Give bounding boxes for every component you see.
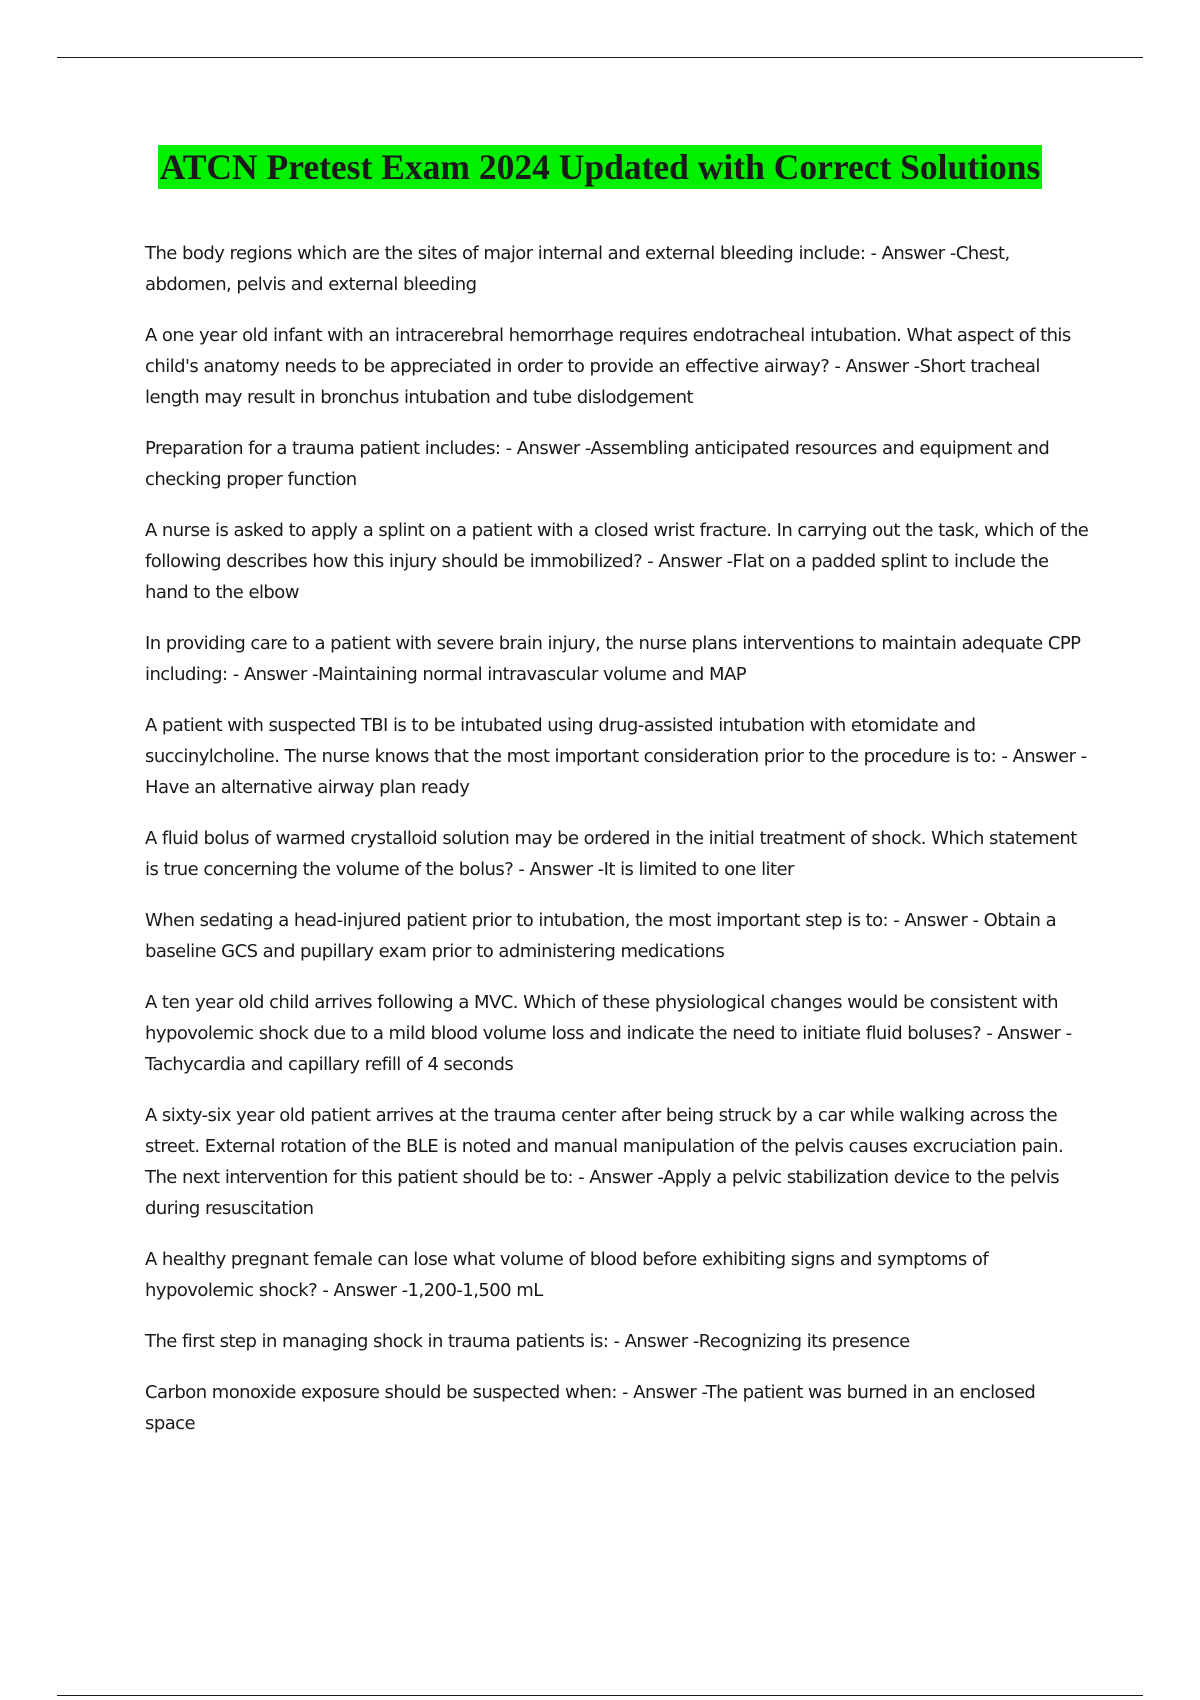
- qa-item: A nurse is asked to apply a splint on a patient with a closed wrist fracture. In carrying out the task, which of the following describes how this injury should be immobilized? - Answer -Flat on a padded splint to include the hand to the elbow: [145, 520, 1089, 603]
- qa-item: In providing care to a patient with severe brain injury, the nurse plans interventions to maintain adequate CPP including: - Answer -Maintaining normal intravascular volume and MAP: [145, 633, 1081, 685]
- qa-item: The body regions which are the sites of major internal and external bleeding include: - Answer -Chest, abdomen, pelvis and external bleeding: [145, 243, 1010, 295]
- qa-item: A sixty-six year old patient arrives at the trauma center after being struck by a car while walking across the street. External rotation of the BLE is noted and manual manipulation of the pelvis causes excruciation pain. The next intervention for this patient should be to: - Answer -Apply a pelvic stabilization device to the pelvis during resuscitation: [145, 1105, 1064, 1219]
- question-answer-list: [145, 238, 1090, 1459]
- qa-item: When sedating a head-injured patient prior to intubation, the most important step is to: - Answer - Obtain a baseline GCS and pupillary exam prior to administering medications: [145, 910, 1057, 962]
- qa-item: A ten year old child arrives following a MVC. Which of these physiological changes would be consistent with hypovolemic shock due to a mild blood volume loss and indicate the need to initiate fluid boluses? - Answer -Tachycardia and capillary refill of 4 seconds: [145, 992, 1072, 1075]
- qa-item: A patient with suspected TBI is to be intubated using drug-assisted intubation with etomidate and succinylcholine. The nurse knows that the most important consideration prior to the procedure is to: - Answer -Have an alternative airway plan ready: [145, 715, 1087, 798]
- top-divider: [57, 57, 1143, 58]
- bottom-divider: [57, 1695, 1143, 1696]
- qa-item: A healthy pregnant female can lose what volume of blood before exhibiting signs and symptoms of hypovolemic shock? - Answer -1,200-1,500 mL: [145, 1249, 989, 1301]
- qa-item: Carbon monoxide exposure should be suspected when: - Answer -The patient was burned in an enclosed space: [145, 1382, 1036, 1434]
- qa-item: A one year old infant with an intracerebral hemorrhage requires endotracheal intubation. What aspect of this child's anatomy needs to be appreciated in order to provide an effective airway? - Answer -Short tracheal length may result in bronchus intubation and tube dislodgement: [145, 325, 1071, 408]
- document-title: ATCN Pretest Exam 2024 Updated with Correct Solutions: [159, 147, 1041, 187]
- title-container: [0, 145, 1200, 189]
- qa-item: Preparation for a trauma patient includes: - Answer -Assembling anticipated resources and equipment and checking proper function: [145, 438, 1050, 490]
- qa-item: A fluid bolus of warmed crystalloid solution may be ordered in the initial treatment of shock. Which statement is true concerning the volume of the bolus? - Answer -It is limited to one liter: [145, 828, 1077, 880]
- qa-item: The first step in managing shock in trauma patients is: - Answer -Recognizing its presence: [145, 1331, 910, 1352]
